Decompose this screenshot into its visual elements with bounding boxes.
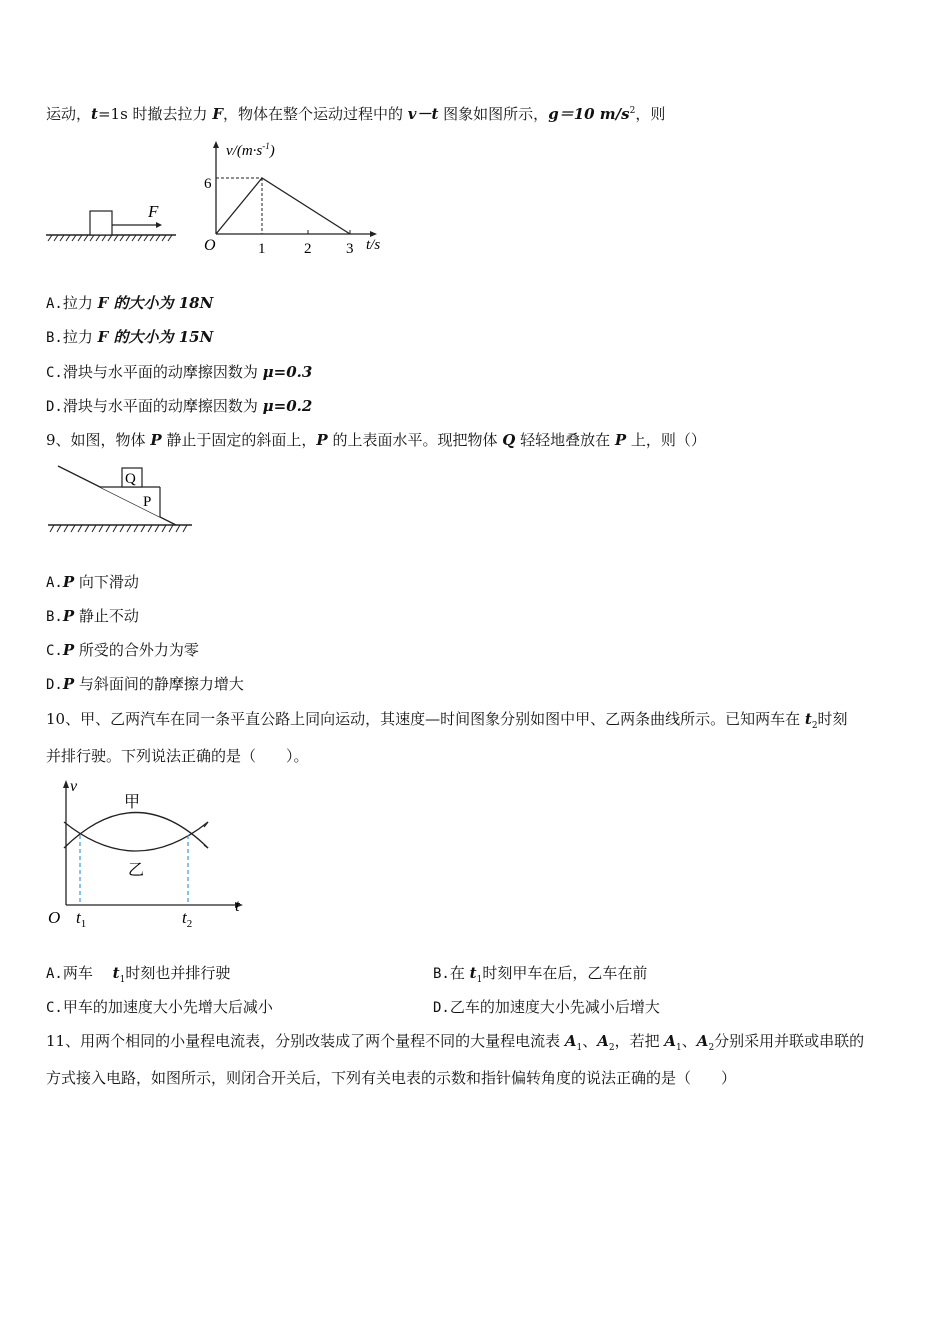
q10-axis-y: v [70, 778, 78, 795]
q8-stem-text: =1s 时撤去拉力 [97, 105, 213, 123]
q10-option-d[interactable]: D.乙车的加速度大小先减小后增大 [433, 998, 660, 1016]
q8-var-vt: v－t [407, 105, 439, 123]
q9-label-q: Q [125, 471, 136, 487]
q8-stem-g-value: ＝10 m/s [558, 105, 630, 123]
q11-stem-line1: 11、用两个相同的小量程电流表，分别改装成了两个量程不同的大量程电流表 $A_1$、$A_2$，若把 $A_1$、$A_2$分别采用并联或串联的 [46, 1032, 865, 1053]
q8-x-tick-3: 3 [346, 241, 354, 257]
q11-stem-line2: 方式接入电路，如图所示，则闭合开关后，下列有关电表的示数和指针偏转角度的说法正确的是（ ） [46, 1069, 737, 1087]
q8-option-c[interactable]: C.滑块与水平面的动摩擦因数为 μ=0.3 [46, 363, 313, 381]
q9-option-d[interactable]: D.P 与斜面间的静摩擦力增大 [46, 675, 244, 693]
q10-label-jia: 甲 [124, 794, 141, 811]
q8-stem-text: ，则 [635, 105, 666, 123]
q10-label-yi: 乙 [128, 862, 145, 879]
q9-option-b[interactable]: B.P 静止不动 [46, 607, 139, 625]
q8-axis-y-label: $v/(m\cdot s^{-1})$ [226, 141, 275, 159]
q10-option-b[interactable]: B.在 $t_1$时刻甲车在后，乙车在前 [433, 964, 648, 985]
q10-stem-line2: 并排行驶。下列说法正确的是（ ）。 [46, 747, 309, 765]
q8-stem-text: ，物体在整个运动过程中的 [222, 105, 408, 123]
q8-block-figure [44, 195, 184, 245]
q9-option-c[interactable]: C.P 所受的合外力为零 [46, 641, 199, 659]
q8-option-d[interactable]: D.滑块与水平面的动摩擦因数为 μ=0.2 [46, 397, 313, 415]
q8-block [90, 211, 112, 235]
q9-var-P: P [150, 431, 162, 449]
q8-origin: O [204, 237, 216, 254]
q8-stem-sup: 2 [629, 106, 636, 116]
q8-axis-x-label: t/s [366, 237, 381, 253]
q8-var-F: F [212, 105, 223, 123]
q8-var-t: t [91, 105, 98, 123]
q10-label-t1: $t_1$ [76, 908, 87, 930]
q8-x-tick-2: 2 [304, 241, 312, 257]
q8-option-b[interactable]: B.拉力 F 的大小为 15N [46, 328, 214, 346]
q10-option-a[interactable]: A.两车 $t_1$时刻也并排行驶 [46, 964, 231, 985]
q9-var-P: P [316, 431, 328, 449]
q9-label-p: P [143, 494, 152, 510]
q9-incline-figure [46, 460, 196, 540]
q8-x-tick-1: 1 [258, 241, 266, 257]
q9-stem: 9、如图，物体 P 静止于固定的斜面上，P 的上表面水平。现把物体 Q 轻轻地叠放在 P 上，则（） [46, 431, 706, 449]
q10-vt-graph [44, 775, 254, 935]
q10-stem-line1: 10、甲、乙两汽车在同一条平直公路上同向运动，其速度—时间图象分别如图中甲、乙两条曲线所示。已知两车在 $t_2$时刻 [46, 710, 848, 731]
q8-stem-text: 图象如图所示， [438, 105, 549, 123]
q10-option-c[interactable]: C.甲车的加速度大小先增大后减小 [46, 998, 273, 1016]
q9-var-P: P [614, 431, 627, 449]
q10-curve-jia [64, 813, 208, 849]
q8-stem [46, 100, 665, 125]
q10-label-t2: $t_2$ [182, 908, 193, 930]
q9-var-Q: Q [502, 431, 516, 449]
q8-vt-graph [196, 138, 396, 258]
q8-stem-text: 运动， [46, 105, 92, 123]
q10-axis-x: t [235, 896, 240, 915]
q8-y-tick-6: 6 [204, 176, 212, 192]
q8-force-label: F [148, 202, 159, 221]
q8-var-g: g [548, 105, 559, 123]
q10-curve-yi [64, 822, 208, 851]
q10-origin: O [48, 908, 61, 927]
q9-option-a[interactable]: A.P 向下滑动 [46, 573, 139, 591]
q8-option-a[interactable]: A.拉力 F 的大小为 18N [46, 294, 214, 312]
q8-vt-line [216, 178, 350, 234]
